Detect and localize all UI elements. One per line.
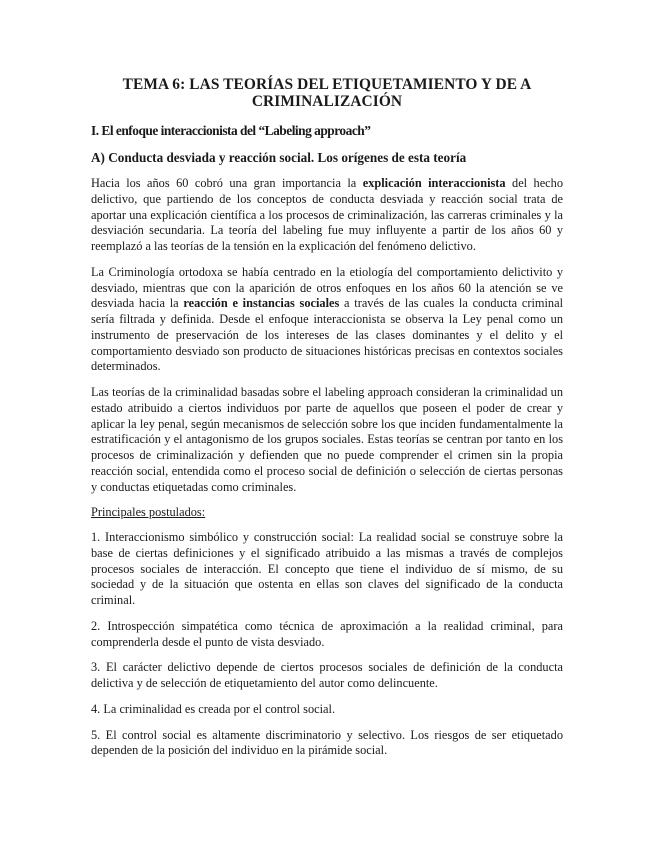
paragraph-2 [91, 265, 563, 375]
postulates-heading: Principales postulados: [91, 505, 206, 520]
subsection-heading: A) Conducta desviada y reacción social. Los orígenes de esta teoría [91, 150, 467, 165]
paragraph-1-text-a: Hacia los años 60 cobró una gran importancia la [91, 176, 363, 190]
postulate-3: 3. El carácter delictivo depende de ciertos procesos sociales de definición de la conducta delictiva y de selección de etiquetamiento del autor como delincuente. [91, 660, 563, 690]
postulate-2: 2. Introspección simpatética como técnica de aproximación a la realidad criminal, para comprenderla desde el punto de vista desviado. [91, 618, 563, 649]
paragraph-1-bold-term: explicación interaccionista [362, 176, 506, 190]
paragraph-3: Las teorías de la criminalidad basadas sobre el labeling approach consideran la criminalidad un estado atribuido a ciertos individuos por parte de aquellos que poseen el poder de crear y aplicar la ley penal, según mecanismos de selección sobre los que inciden fundamentalmente la estratificación y el antagonismo de los grupos sociales. Estas teorías se centran por tanto en los procesos de criminalización y defienden que no puede comprender el crimen sin la propia reacción social, entendida como el proceso social de definición o selección de ciertas personas y conductas etiquetadas como criminales. [91, 385, 563, 494]
paragraph-2-text-a: La Criminología ortodoxa se había centrado en la etiología del comportamiento delictivito y desviado, mientras que con la aparición de otros enfoques en los años 60 la atención se ve desviada hacia la [91, 264, 563, 311]
paragraph-2-bold-term: reacción e instancias sociales [183, 296, 340, 311]
paragraph-1-text-c: del hecho delictivo, que partiendo de los conceptos de conducta desviada y reacción social trata de aportar una explicación científica a los procesos de criminalización, las carreras criminales y la desviación secundaria. La teoría del labeling fue muy influyente a partir de los años 60 y reemplazó a las teorías de la tensión en la explicación del fenómeno delictivo. [91, 176, 563, 253]
section-heading: I. El enfoque interaccionista del “Labeling approach” [91, 123, 371, 138]
paragraph-2-text-c: a través de las cuales la conducta criminal sería filtrada y definida. Desde el enfoque interaccionista se observa la Ley penal como un instrumento de preservación de los intereses de las clases dominantes y el delito y el comportamiento desviado son producto de situaciones históricas precisas en contextos sociales determinados. [91, 296, 564, 374]
postulate-4: 4. La criminalidad es creada por el control social. [91, 701, 336, 716]
paragraph-1 [91, 176, 563, 255]
postulate-5: 5. El control social es altamente discriminatorio y selectivo. Los riesgos de ser etiquetado dependen de la posición del individuo en la pirámide social. [91, 727, 563, 758]
document-title: TEMA 6: LAS TEORÍAS DEL ETIQUETAMIENTO Y DE A CRIMINALIZACIÓN [122, 76, 532, 110]
postulate-1: 1. Interaccionismo simbólico y construcción social: La realidad social se construye sobre la base de ciertas definiciones y el significado atribuido a las mismas a través de complejos procesos sociales de interacción. El concepto que tiene el individuo de sí mismo, de su sociedad y de la situación que ostenta en ellas son claves del significado de la conducta criminal. [91, 530, 563, 607]
